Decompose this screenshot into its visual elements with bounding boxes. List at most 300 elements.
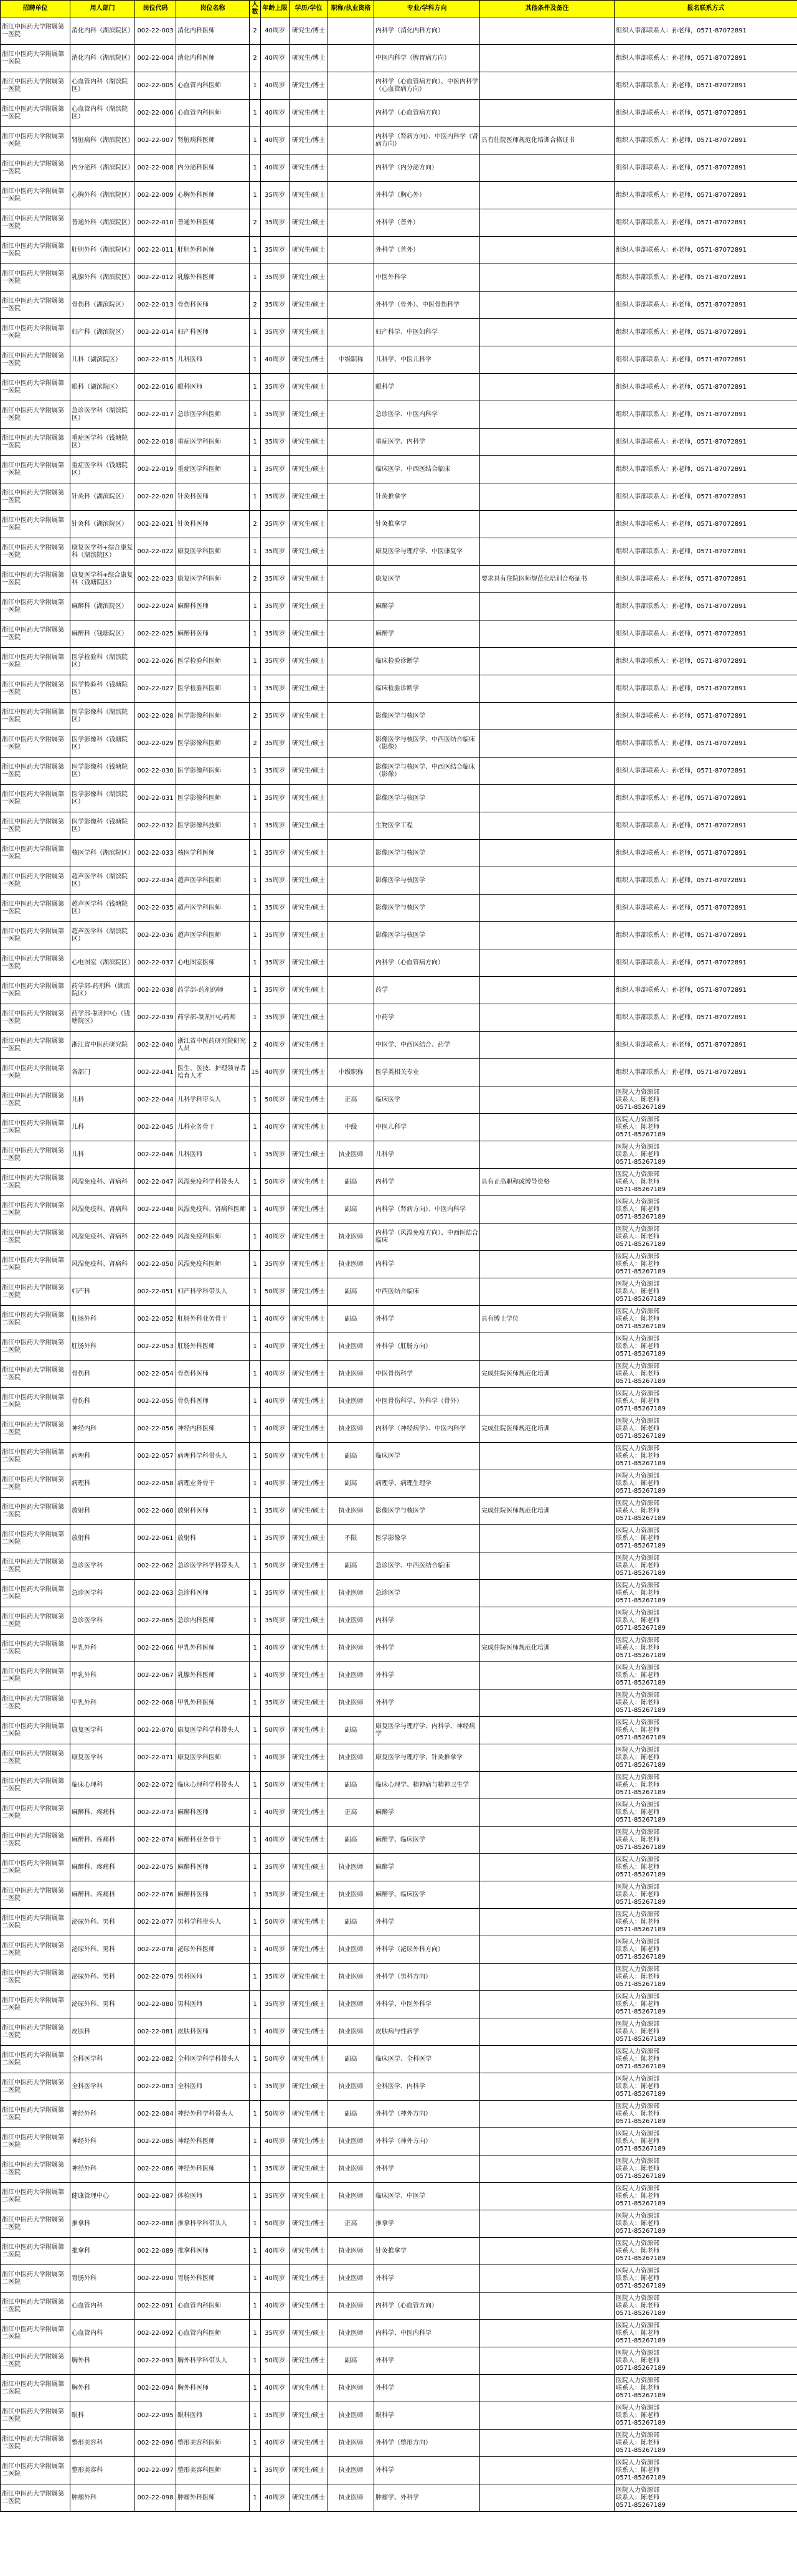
table-row (1, 2375, 797, 2402)
cell-notes (480, 456, 615, 483)
cell-department: 医学影像科（湖滨院区） (70, 703, 135, 730)
cell-count: 1 (250, 1415, 261, 1443)
cell-post-name: 医学检验科医师 (176, 648, 250, 675)
cell-unit: 浙江中医药大学附属第二医院 (1, 2347, 70, 2375)
cell-department: 医学检验科（钱塘院区） (70, 675, 135, 703)
cell-post-name: 妇产科学科带头人 (176, 1278, 250, 1306)
cell-title: 副高 (328, 1470, 374, 1498)
cell-count: 2 (250, 511, 261, 538)
cell-unit: 浙江中医药大学附属第二医院 (1, 2457, 70, 2484)
cell-count: 1 (250, 648, 261, 675)
cell-major: 针灸推拿学 (374, 2238, 480, 2265)
cell-unit: 浙江中医药大学附属第二医院 (1, 2402, 70, 2430)
cell-department: 普通外科（湖滨院区） (70, 209, 135, 237)
cell-contact: 医院人力资源部 联系人：陈老师 0571-85267189 (615, 1086, 797, 1114)
cell-post-code: 002-22-008 (135, 154, 176, 182)
cell-notes (480, 2101, 615, 2128)
column-header: 招聘单位 (1, 1, 70, 17)
cell-contact: 组织人事部联系人：孙老师，0571-87072891 (615, 758, 797, 785)
cell-post-name: 普通外科医师 (176, 209, 250, 237)
cell-post-code: 002-22-063 (135, 1580, 176, 1607)
cell-title (328, 237, 374, 264)
cell-department: 甲乳外科 (70, 1690, 135, 1717)
cell-notes (480, 1059, 615, 1086)
cell-post-code: 002-22-039 (135, 1004, 176, 1032)
cell-post-code: 002-22-056 (135, 1415, 176, 1443)
cell-major: 外科学 (374, 2457, 480, 2484)
cell-degree: 研究生/博士 (290, 1388, 328, 1415)
cell-department: 针灸科（湖滨院区） (70, 511, 135, 538)
cell-notes (480, 72, 615, 100)
table-row (1, 2155, 797, 2183)
cell-age-limit: 40周岁 (261, 154, 290, 182)
cell-unit: 浙江中医药大学附属第二医院 (1, 2101, 70, 2128)
cell-notes (480, 1196, 615, 1224)
cell-department: 内分泌科（湖滨院区） (70, 154, 135, 182)
cell-post-name: 全科医师 (176, 2073, 250, 2101)
cell-post-name: 急诊内科医师 (176, 1607, 250, 1635)
cell-post-code: 002-22-011 (135, 237, 176, 264)
cell-degree: 研究生/硕士 (290, 483, 328, 511)
cell-age-limit: 35周岁 (261, 620, 290, 648)
cell-department: 心血管内科（湖滨院区） (70, 100, 135, 127)
cell-unit: 浙江中医药大学附属第二医院 (1, 2320, 70, 2347)
cell-age-limit: 40周岁 (261, 2128, 290, 2155)
cell-count: 1 (250, 2375, 261, 2402)
cell-age-limit: 35周岁 (261, 867, 290, 895)
cell-major: 外科学 (374, 1662, 480, 1690)
cell-major: 影像医学与核医学 (374, 922, 480, 949)
cell-contact: 组织人事部联系人：孙老师，0571-87072891 (615, 840, 797, 867)
cell-major: 外科学 (374, 1909, 480, 1936)
cell-post-name: 神经外科医师 (176, 2155, 250, 2183)
cell-age-limit: 40周岁 (261, 1333, 290, 1361)
cell-major: 影像医学与核医学 (374, 703, 480, 730)
cell-contact: 医院人力资源部 联系人：陈老师 0571-85267189 (615, 2430, 797, 2457)
cell-post-name: 风湿免疫科医师 (176, 1251, 250, 1278)
cell-contact: 组织人事部联系人：孙老师，0571-87072891 (615, 182, 797, 209)
cell-unit: 浙江中医药大学附属第一医院 (1, 237, 70, 264)
cell-notes (480, 45, 615, 72)
table-row (1, 1415, 797, 1443)
cell-post-name: 肾脏病科医师 (176, 127, 250, 154)
cell-major: 临床医学 (374, 1086, 480, 1114)
cell-contact: 医院人力资源部 联系人：陈老师 0571-85267189 (615, 1333, 797, 1361)
cell-age-limit: 35周岁 (261, 2457, 290, 2484)
cell-contact: 医院人力资源部 联系人：陈老师 0571-85267189 (615, 1635, 797, 1662)
cell-post-code: 002-22-048 (135, 1196, 176, 1224)
cell-major: 儿科学 (374, 1141, 480, 1169)
cell-unit: 浙江中医药大学附属第一医院 (1, 127, 70, 154)
column-header: 岗位名称 (176, 1, 250, 17)
table-row (1, 2293, 797, 2320)
cell-contact: 组织人事部联系人：孙老师，0571-87072891 (615, 319, 797, 346)
cell-count: 1 (250, 1196, 261, 1224)
cell-notes (480, 2238, 615, 2265)
cell-notes (480, 1799, 615, 1827)
cell-notes (480, 401, 615, 429)
cell-notes (480, 237, 615, 264)
cell-age-limit: 40周岁 (261, 1306, 290, 1333)
cell-degree: 研究生/博士 (290, 154, 328, 182)
cell-post-name: 风湿免疫科医师 (176, 1224, 250, 1251)
cell-post-code: 002-22-074 (135, 1827, 176, 1854)
cell-count: 2 (250, 292, 261, 319)
cell-major: 临床医学、中医学 (374, 2183, 480, 2210)
cell-title (328, 977, 374, 1004)
cell-title: 执业医师 (328, 1333, 374, 1361)
cell-contact: 组织人事部联系人：孙老师，0571-87072891 (615, 922, 797, 949)
cell-count: 1 (250, 2101, 261, 2128)
column-header: 用人部门 (70, 1, 135, 17)
cell-unit: 浙江中医药大学附属第二医院 (1, 1114, 70, 1141)
cell-major: 内科学 (374, 1607, 480, 1635)
cell-post-code: 002-22-044 (135, 1086, 176, 1114)
cell-contact: 医院人力资源部 联系人：陈老师 0571-85267189 (615, 2046, 797, 2073)
cell-unit: 浙江中医药大学附属第一医院 (1, 1059, 70, 1086)
cell-count: 1 (250, 346, 261, 374)
cell-post-code: 002-22-050 (135, 1251, 176, 1278)
table-row (1, 1306, 797, 1333)
cell-major: 急诊医学、中医内科学 (374, 401, 480, 429)
cell-count: 1 (250, 840, 261, 867)
cell-notes (480, 785, 615, 812)
cell-contact: 医院人力资源部 联系人：陈老师 0571-85267189 (615, 2484, 797, 2512)
cell-count: 1 (250, 1635, 261, 1662)
cell-major: 影像医学与核医学 (374, 895, 480, 922)
table-row (1, 72, 797, 100)
cell-department: 皮肤科 (70, 2018, 135, 2046)
cell-major: 麻醉学 (374, 1854, 480, 1881)
table-row (1, 346, 797, 374)
cell-contact: 组织人事部联系人：孙老师，0571-87072891 (615, 45, 797, 72)
cell-unit: 浙江中医药大学附属第二医院 (1, 1525, 70, 1552)
cell-title: 执业医师 (328, 2320, 374, 2347)
cell-department: 康复医学科 (70, 1717, 135, 1744)
table-row (1, 511, 797, 538)
cell-title (328, 730, 374, 758)
cell-degree: 研究生/博士 (290, 1552, 328, 1580)
cell-age-limit: 40周岁 (261, 2293, 290, 2320)
cell-major: 内科学（内分泌方向） (374, 154, 480, 182)
cell-post-code: 002-22-065 (135, 1607, 176, 1635)
cell-degree: 研究生/博士 (290, 1443, 328, 1470)
cell-post-code: 002-22-095 (135, 2402, 176, 2430)
cell-contact: 医院人力资源部 联系人：陈老师 0571-85267189 (615, 1498, 797, 1525)
cell-notes (480, 1964, 615, 1991)
cell-age-limit: 35周岁 (261, 949, 290, 977)
cell-major: 中医骨伤科学、外科学（骨外） (374, 1388, 480, 1415)
cell-post-code: 002-22-086 (135, 2155, 176, 2183)
cell-major: 中药学 (374, 1004, 480, 1032)
cell-major: 眼科学 (374, 2402, 480, 2430)
cell-age-limit: 50周岁 (261, 1772, 290, 1799)
cell-department: 消化内科（湖滨院区） (70, 45, 135, 72)
cell-post-name: 针灸科医师 (176, 511, 250, 538)
cell-post-name: 骨伤科医师 (176, 292, 250, 319)
cell-title (328, 867, 374, 895)
cell-major: 康复医学与理疗学、中医康复学 (374, 538, 480, 566)
cell-contact: 医院人力资源部 联系人：陈老师 0571-85267189 (615, 1881, 797, 1909)
cell-post-name: 超声医学科医师 (176, 922, 250, 949)
cell-degree: 研究生/硕士 (290, 401, 328, 429)
table-row (1, 2484, 797, 2512)
cell-notes (480, 538, 615, 566)
cell-notes (480, 1251, 615, 1278)
cell-major: 中医内科学（脾胃病方向） (374, 45, 480, 72)
cell-contact: 组织人事部联系人：孙老师，0571-87072891 (615, 1032, 797, 1059)
table-row (1, 785, 797, 812)
cell-title: 执业医师 (328, 1361, 374, 1388)
cell-department: 医学影像科（湖滨院区） (70, 785, 135, 812)
cell-contact: 组织人事部联系人：孙老师，0571-87072891 (615, 72, 797, 100)
cell-degree: 研究生/硕士 (290, 895, 328, 922)
cell-title: 执业医师 (328, 2402, 374, 2430)
cell-age-limit: 35周岁 (261, 2402, 290, 2430)
cell-contact: 组织人事部联系人：孙老师，0571-87072891 (615, 593, 797, 620)
cell-department: 甲乳外科 (70, 1635, 135, 1662)
table-row (1, 182, 797, 209)
cell-unit: 浙江中医药大学附属第二医院 (1, 2375, 70, 2402)
cell-count: 1 (250, 812, 261, 840)
cell-unit: 浙江中医药大学附属第一医院 (1, 511, 70, 538)
cell-major: 外科学（泌尿外科方向） (374, 1936, 480, 1964)
cell-notes (480, 100, 615, 127)
cell-major: 内科学（风湿免疫方向）、中西医结合临床 (374, 1224, 480, 1251)
cell-degree: 研究生/博士 (290, 2430, 328, 2457)
cell-degree: 研究生/博士 (290, 1361, 328, 1388)
cell-department: 肛肠外科 (70, 1306, 135, 1333)
cell-major: 内科学（心血管病方向） (374, 949, 480, 977)
cell-major: 影像医学与核医学、中西医结合临床（影像） (374, 730, 480, 758)
cell-post-code: 002-22-021 (135, 511, 176, 538)
table-row (1, 1607, 797, 1635)
cell-major: 临床检验诊断学 (374, 648, 480, 675)
table-row (1, 977, 797, 1004)
cell-contact: 医院人力资源部 联系人：陈老师 0571-85267189 (615, 2101, 797, 2128)
cell-post-name: 麻醉科医师 (176, 1881, 250, 1909)
cell-post-name: 医生、医技、护理领导者培育人才 (176, 1059, 250, 1086)
cell-age-limit: 35周岁 (261, 319, 290, 346)
cell-major: 妇产科学、中医妇科学 (374, 319, 480, 346)
cell-age-limit: 40周岁 (261, 1415, 290, 1443)
table-row (1, 1278, 797, 1306)
cell-age-limit: 35周岁 (261, 538, 290, 566)
cell-count: 1 (250, 2238, 261, 2265)
cell-notes (480, 895, 615, 922)
cell-degree: 研究生/硕士 (290, 1854, 328, 1881)
cell-notes: 具有博士学位 (480, 1306, 615, 1333)
cell-post-code: 002-22-015 (135, 346, 176, 374)
cell-notes (480, 154, 615, 182)
cell-post-name: 胸外科医师 (176, 2375, 250, 2402)
cell-degree: 研究生/硕士 (290, 456, 328, 483)
cell-contact: 组织人事部联系人：孙老师，0571-87072891 (615, 456, 797, 483)
cell-notes (480, 1470, 615, 1498)
cell-department: 医学影像科（钱塘院区） (70, 812, 135, 840)
table-row (1, 2101, 797, 2128)
cell-major: 影像医学与核医学 (374, 867, 480, 895)
cell-contact: 组织人事部联系人：孙老师，0571-87072891 (615, 483, 797, 511)
cell-contact: 医院人力资源部 联系人：陈老师 0571-85267189 (615, 1443, 797, 1470)
cell-department: 医学影像科（钱塘院区） (70, 730, 135, 758)
cell-count: 1 (250, 1443, 261, 1470)
cell-contact: 组织人事部联系人：孙老师，0571-87072891 (615, 675, 797, 703)
cell-notes (480, 620, 615, 648)
cell-major: 皮肤病与性病学 (374, 2018, 480, 2046)
cell-title: 执业医师 (328, 2128, 374, 2155)
cell-post-code: 002-22-075 (135, 1854, 176, 1881)
cell-post-name: 胸外科学科带头人 (176, 2347, 250, 2375)
cell-major: 影像医学与核医学、中西医结合临床（影像） (374, 758, 480, 785)
cell-post-code: 002-22-037 (135, 949, 176, 977)
cell-count: 1 (250, 1525, 261, 1552)
cell-unit: 浙江中医药大学附属第一医院 (1, 895, 70, 922)
cell-post-name: 浙江省中医药研究院研究人员 (176, 1032, 250, 1059)
cell-title (328, 840, 374, 867)
cell-post-code: 002-22-040 (135, 1032, 176, 1059)
cell-age-limit: 35周岁 (261, 730, 290, 758)
cell-title: 执业医师 (328, 2238, 374, 2265)
cell-title: 执业医师 (328, 1662, 374, 1690)
cell-post-name: 儿科医师 (176, 1141, 250, 1169)
cell-department: 重症医学科（钱塘院区） (70, 456, 135, 483)
cell-count: 1 (250, 72, 261, 100)
cell-post-name: 内分泌科医师 (176, 154, 250, 182)
cell-department: 麻醉科（钱塘院区） (70, 620, 135, 648)
cell-post-code: 002-22-010 (135, 209, 176, 237)
cell-department: 骨伤科 (70, 1388, 135, 1415)
cell-age-limit: 40周岁 (261, 1224, 290, 1251)
cell-count: 1 (250, 2210, 261, 2238)
cell-count: 1 (250, 1909, 261, 1936)
cell-unit: 浙江中医药大学附属第二医院 (1, 2210, 70, 2238)
cell-department: 康复医学科+综合康复科（钱塘院区） (70, 566, 135, 593)
cell-age-limit: 35周岁 (261, 264, 290, 292)
cell-major: 内科学（心血管病方向）、中医内科学（心血管病方向） (374, 72, 480, 100)
table-row (1, 1114, 797, 1141)
cell-count: 1 (250, 1278, 261, 1306)
cell-degree: 研究生/博士 (290, 1333, 328, 1361)
table-row (1, 1772, 797, 1799)
cell-major: 内科学（心血管方向） (374, 2293, 480, 2320)
cell-post-name: 风湿免疫科、肾病科医师 (176, 1196, 250, 1224)
cell-post-name: 神经外科医师 (176, 2128, 250, 2155)
cell-unit: 浙江中医药大学附属第二医院 (1, 1224, 70, 1251)
cell-title (328, 895, 374, 922)
cell-count: 1 (250, 483, 261, 511)
cell-post-name: 甲乳外科医师 (176, 1690, 250, 1717)
cell-post-name: 医学影像科技师 (176, 812, 250, 840)
cell-department: 临床心理科 (70, 1772, 135, 1799)
cell-age-limit: 40周岁 (261, 2430, 290, 2457)
cell-count: 1 (250, 1607, 261, 1635)
cell-contact: 医院人力资源部 联系人：陈老师 0571-85267189 (615, 2375, 797, 2402)
cell-post-name: 放射科医师 (176, 1498, 250, 1525)
cell-department: 急诊医学科 (70, 1580, 135, 1607)
cell-major: 内科学（心血管病方向） (374, 100, 480, 127)
cell-degree: 研究生/硕士 (290, 319, 328, 346)
cell-notes (480, 1662, 615, 1690)
cell-contact: 医院人力资源部 联系人：陈老师 0571-85267189 (615, 1690, 797, 1717)
cell-degree: 研究生/博士 (290, 17, 328, 45)
cell-title: 副高 (328, 1827, 374, 1854)
cell-count: 1 (250, 1662, 261, 1690)
cell-department: 甲乳外科 (70, 1662, 135, 1690)
cell-post-name: 超声医学科医师 (176, 867, 250, 895)
cell-department: 病理科 (70, 1443, 135, 1470)
cell-post-name: 神经内科医师 (176, 1415, 250, 1443)
cell-count: 2 (250, 209, 261, 237)
cell-title: 执业医师 (328, 2018, 374, 2046)
cell-notes (480, 2320, 615, 2347)
table-row (1, 1552, 797, 1580)
cell-post-name: 男科学科带头人 (176, 1909, 250, 1936)
table-row (1, 237, 797, 264)
cell-major: 生物医学工程 (374, 812, 480, 840)
cell-title (328, 401, 374, 429)
cell-notes (480, 1333, 615, 1361)
cell-department: 神经外科 (70, 2155, 135, 2183)
cell-count: 1 (250, 2018, 261, 2046)
cell-contact: 组织人事部联系人：孙老师，0571-87072891 (615, 977, 797, 1004)
cell-notes (480, 2210, 615, 2238)
cell-post-name: 心血管内科医师 (176, 2320, 250, 2347)
cell-contact: 医院人力资源部 联系人：陈老师 0571-85267189 (615, 2320, 797, 2347)
cell-notes (480, 17, 615, 45)
cell-post-code: 002-22-053 (135, 1333, 176, 1361)
cell-post-code: 002-22-047 (135, 1169, 176, 1196)
cell-post-code: 002-22-033 (135, 840, 176, 867)
cell-unit: 浙江中医药大学附属第二医院 (1, 1196, 70, 1224)
cell-age-limit: 40周岁 (261, 100, 290, 127)
cell-notes (480, 1909, 615, 1936)
cell-count: 15 (250, 1059, 261, 1086)
cell-department: 风湿免疫科、肾病科 (70, 1196, 135, 1224)
cell-unit: 浙江中医药大学附属第二医院 (1, 2073, 70, 2101)
cell-major: 中西医结合临床 (374, 1278, 480, 1306)
cell-degree: 研究生/硕士 (290, 593, 328, 620)
cell-degree: 研究生/硕士 (290, 922, 328, 949)
cell-contact: 组织人事部联系人：孙老师，0571-87072891 (615, 346, 797, 374)
cell-degree: 研究生/硕士 (290, 2402, 328, 2430)
cell-count: 1 (250, 593, 261, 620)
cell-post-name: 风湿免疫科学科带头人 (176, 1169, 250, 1196)
cell-age-limit: 35周岁 (261, 977, 290, 1004)
cell-notes (480, 2484, 615, 2512)
cell-degree: 研究生/博士 (290, 45, 328, 72)
cell-unit: 浙江中医药大学附属第一医院 (1, 703, 70, 730)
table-row (1, 100, 797, 127)
cell-age-limit: 35周岁 (261, 292, 290, 319)
cell-age-limit: 35周岁 (261, 182, 290, 209)
table-row (1, 2046, 797, 2073)
cell-post-name: 麻醉科医师 (176, 620, 250, 648)
cell-unit: 浙江中医药大学附属第二医院 (1, 1991, 70, 2018)
cell-age-limit: 50周岁 (261, 1717, 290, 1744)
cell-unit: 浙江中医药大学附属第一医院 (1, 840, 70, 867)
cell-major: 外科学 (374, 1306, 480, 1333)
cell-degree: 研究生/博士 (290, 1306, 328, 1333)
cell-degree: 研究生/博士 (290, 72, 328, 100)
cell-unit: 浙江中医药大学附属第一医院 (1, 812, 70, 840)
cell-notes (480, 2183, 615, 2210)
cell-department: 核医学科（湖滨院区） (70, 840, 135, 867)
cell-post-code: 002-22-096 (135, 2430, 176, 2457)
cell-count: 2 (250, 17, 261, 45)
cell-count: 1 (250, 2265, 261, 2293)
table-row (1, 127, 797, 154)
